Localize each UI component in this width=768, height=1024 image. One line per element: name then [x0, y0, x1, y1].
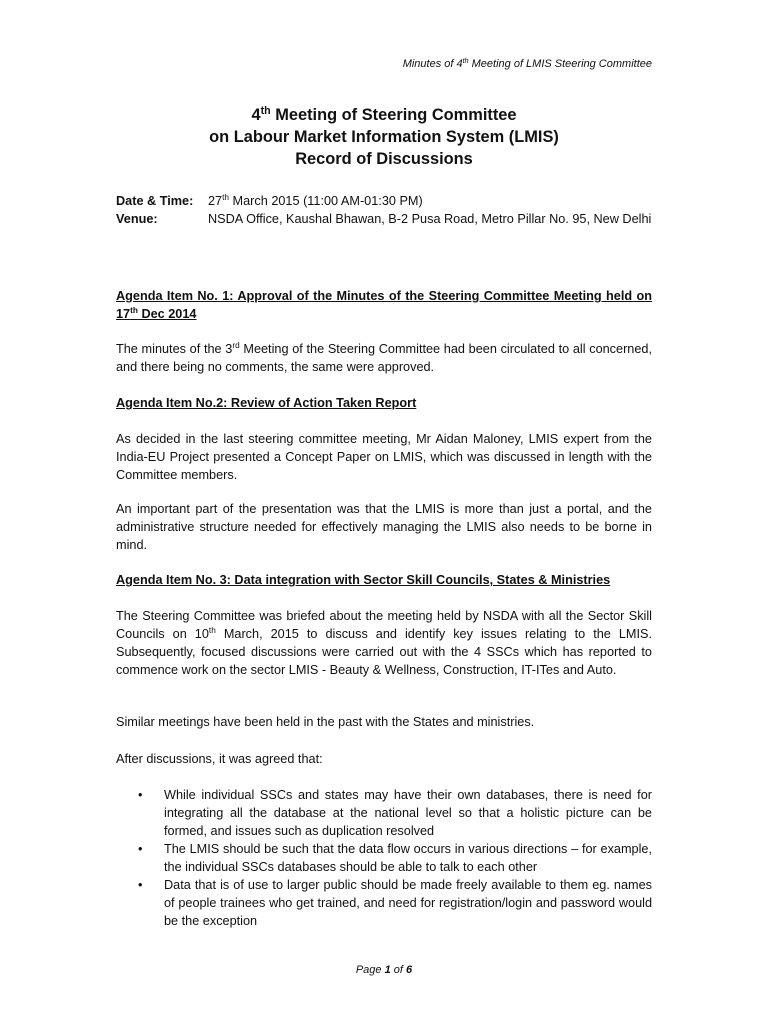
venue-label: Venue:: [116, 212, 158, 226]
title-line-3: Record of Discussions: [295, 150, 473, 168]
list-item: • While individual SSCs and states may have their own databases, there is need for integrating all the database at the national level so that a holistic picture can be formed, and issues such as duplication resolved: [138, 788, 652, 838]
bullet-icon: •: [138, 788, 143, 802]
page-total: 6: [406, 964, 413, 976]
date-value: 27th March 2015 (11:00 AM-01:30 PM): [208, 193, 423, 208]
agenda-1-heading: Agenda Item No. 1: Approval of the Minutes of the Steering Committee Meeting held on 17th Dec 2014: [116, 289, 652, 321]
meeting-meta: [116, 192, 652, 228]
agenda-1-text: The minutes of the 3rd Meeting of the Steering Committee had been circulated to all concerned, and there being no comments, the same were approved.: [116, 341, 652, 374]
title-line-1: 4th Meeting of Steering Committee: [251, 105, 517, 124]
agenda-3-paragraph-2: Similar meetings have been held in the past with the States and ministries.: [116, 715, 535, 729]
list-item: • Data that is of use to larger public should be made freely available to them eg. names of people trainees who get trained, and need for registration/login and password would be the exception: [138, 878, 652, 928]
agenda-2-paragraph-1: As decided in the last steering committee meeting, Mr Aidan Maloney, LMIS expert from the India-EU Project presented a Concept Paper on LMIS, which was discussed in length with the Committee members.: [116, 432, 652, 482]
document-page: [116, 0, 652, 1024]
agenda-3-heading: Agenda Item No. 3: Data integration with Sector Skill Councils, States & Ministries: [116, 573, 611, 587]
document-title: [116, 104, 652, 170]
date-row: [116, 192, 652, 210]
page-footer: Page 1 of 6: [355, 964, 413, 976]
title-line-2: on Labour Market Information System (LMIS): [209, 128, 559, 146]
agenda-3-paragraph-1: The Steering Committee was briefed about the meeting held by NSDA with all the Sector Skill Councils on 10th March, 2015 to discuss and identify key issues relating to the LMIS. Subsequently, focused discussions were carried out with the 4 SSCs which has reported to commence work on the sector LMIS - Beauty & Wellness, Construction, IT-ITes and Auto.: [116, 609, 652, 677]
date-label: Date & Time:: [116, 194, 194, 208]
bullet-icon: •: [138, 878, 143, 892]
bullet-icon: •: [138, 842, 143, 856]
header-text: Minutes of 4: [402, 58, 463, 70]
venue-row: [116, 210, 652, 228]
agenda-2-paragraph-2: An important part of the presentation was that the LMIS is more than just a portal, and the administrative structure needed for effectively managing the LMIS also needs to be borne in mind.: [116, 502, 652, 552]
header-sup: th: [462, 57, 469, 66]
agenda-3-paragraph-3: After discussions, it was agreed that:: [116, 752, 323, 766]
page-number: 1: [384, 964, 391, 976]
venue-value: NSDA Office, Kaushal Bhawan, B-2 Pusa Road, Metro Pillar No. 95, New Delhi: [208, 212, 652, 226]
list-item: • The LMIS should be such that the data flow occurs in various directions – for example, the individual SSCs databases should be able to talk to each other: [138, 842, 652, 874]
agreement-list: [116, 786, 652, 930]
header-text-end: Meeting of LMIS Steering Committee: [468, 58, 652, 70]
agenda-2-heading: Agenda Item No.2: Review of Action Taken Report: [116, 396, 417, 410]
running-header: [403, 58, 652, 70]
